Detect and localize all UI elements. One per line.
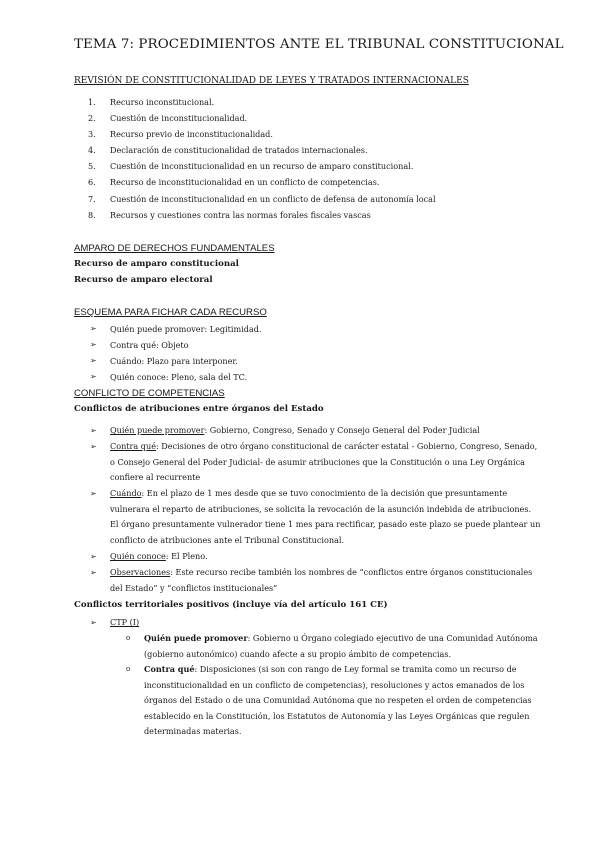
amparo-line-1: Recurso de amparo constitucional (74, 259, 239, 269)
section-heading-revision: REVISIÓN DE CONSTITUCIONALIDAD DE LEYES Y TRATADOS INTERNACIONALES (74, 76, 469, 86)
arrow-bullet-icon: ➢ (90, 356, 97, 365)
list-item: 7. Cuestión de inconstitucionalidad en un conflicto de defensa de autonomía local (88, 193, 436, 204)
arrow-bullet-icon: ➢ (90, 441, 97, 451)
section-heading-conflicto: CONFLICTO DE COMPETENCIAS (74, 388, 225, 399)
arrow-bullet-icon: ➢ (90, 567, 97, 577)
circle-bullet-icon: o (126, 634, 131, 642)
subheading-territoriales: Conflictos territoriales positivos (incluye vía del artículo 161 CE) (74, 600, 388, 610)
list-item: 2. Cuestión de inconstitucionalidad. (88, 113, 248, 124)
esquema-list (90, 324, 262, 388)
page-title: TEMA 7: PROCEDIMIENTOS ANTE EL TRIBUNAL CONSTITUCIONAL (74, 37, 564, 52)
list-item: 5. Cuestión de inconstitucionalidad en un recurso de amparo constitucional. (88, 161, 414, 172)
atrib-cuando: ➢ Cuándo: En el plazo de 1 mes desde que se tuvo conocimiento de la decisión que presuntamente vulnerara el reparto de atribuciones, se solicita la revocación de la asunción indebida de atribuciones. El órgano presuntamente vulnerador tiene 1 mes para rectificar, pasado este plazo se puede plantear un conflicto de atribuciones ante el Tribunal Constitucional. (90, 488, 541, 545)
amparo-line-2: Recurso de amparo electoral (74, 275, 213, 285)
subheading-atribuciones: Conflictos de atribuciones entre órganos del Estado (74, 404, 324, 414)
atrib-observaciones: ➢ Observaciones: Este recurso recibe también los nombres de “conflictos entre órganos constitucionales del Estado” y “conflictos institucionales” (90, 567, 533, 593)
list-item: 6. Recurso de inconstitucionalidad en un conflicto de competencias. (88, 177, 380, 188)
arrow-bullet-icon: ➢ (90, 551, 97, 561)
ctp-contra-que: o Contra qué: Disposiciones (si son con rango de Ley formal se tramita como un recurso de inconstitucionalidad en un conflicto de competencias), resoluciones y actos emanados de los órganos del Estado o de una Comunidad Autónoma que no respeten el orden de competencias establecido en la Constitución, los Estatutos de Autonomía y las Leyes Orgánicas que regulen determinadas materias. (126, 664, 532, 736)
list-item: 1. Recurso inconstitucional. (88, 97, 215, 107)
arrow-bullet-icon: ➢ (90, 488, 97, 498)
ctp-item: ➢ CTP (I) (110, 615, 139, 631)
list-item: ➢ Quién puede promover: Legitimidad. (90, 324, 262, 334)
arrow-bullet-icon: ➢ (90, 617, 97, 627)
arrow-bullet-icon: ➢ (90, 425, 97, 435)
atrib-contra-que: ➢ Contra qué: Decisiones de otro órgano constitucional de carácter estatal - Gobierno, Congreso, Senado, o Consejo General del Poder Judicial- de asumir atribuciones que la Constitución o una Ley Orgánica confiere al recurrente (90, 441, 538, 482)
section-heading-esquema: ESQUEMA PARA FICHAR CADA RECURSO (74, 307, 267, 318)
atrib-quien-conoce: ➢ Quién conoce: El Pleno. (110, 549, 208, 565)
arrow-bullet-icon: ➢ (90, 340, 97, 349)
list-item: ➢ Quién conoce: Pleno, sala del TC. (90, 372, 248, 382)
list-item: 4. Declaración de constitucionalidad de tratados internacionales. (88, 145, 368, 156)
list-item: ➢ Contra qué: Objeto (90, 340, 189, 350)
circle-bullet-icon: o (126, 665, 131, 673)
atrib-quien-promueve: ➢ Quién puede promover: Gobierno, Congreso, Senado y Consejo General del Poder Judicial (110, 423, 480, 439)
section-heading-amparo: AMPARO DE DERECHOS FUNDAMENTALES (74, 243, 275, 254)
list-item: ➢ Cuándo: Plazo para interponer. (90, 356, 238, 366)
list-item: 3. Recurso previo de inconstitucionalidad. (88, 129, 273, 140)
ctp-quien-promueve: o Quién puede promover: Gobierno u Órgano colegiado ejecutivo de una Comunidad Autónoma (gobierno autonómico) cuando afecte a su propio ámbito de competencias. (126, 633, 538, 659)
list-item: 8. Recursos y cuestiones contra las normas forales fiscales vascas (88, 209, 371, 220)
arrow-bullet-icon: ➢ (90, 324, 97, 333)
revision-list (88, 97, 436, 226)
arrow-bullet-icon: ➢ (90, 372, 97, 381)
